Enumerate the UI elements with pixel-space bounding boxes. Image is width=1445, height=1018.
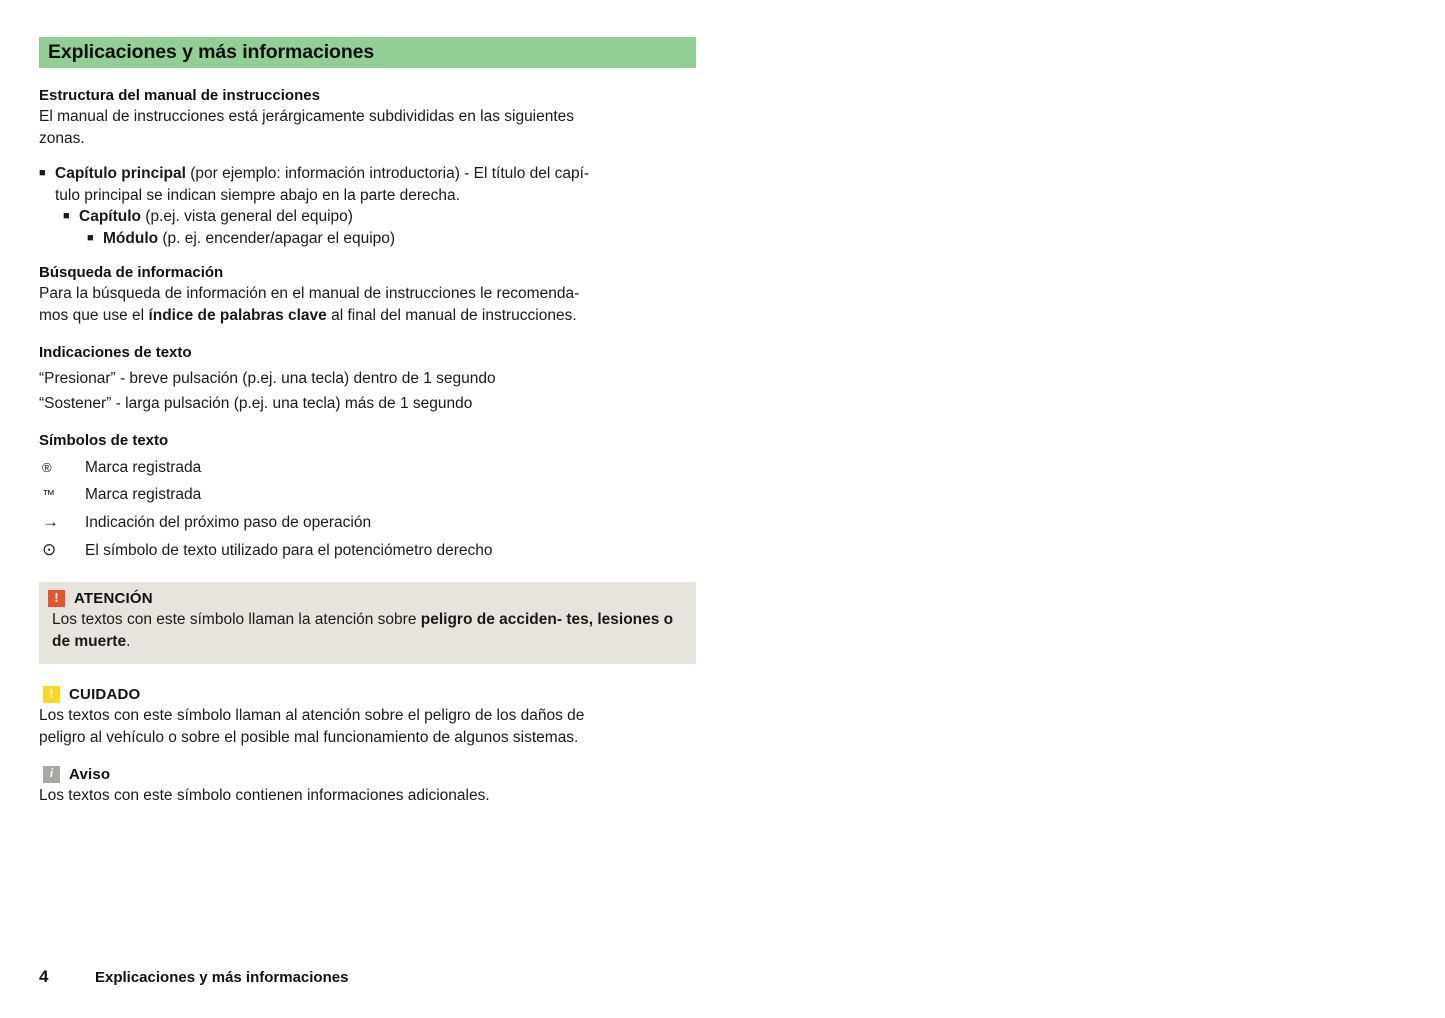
notice-atencion-body <box>48 609 686 652</box>
list-item <box>87 228 696 250</box>
square-bullet-icon: ■ <box>39 167 46 179</box>
footer-page-number: 4 <box>39 967 49 986</box>
footer-chapter-title: Explicaciones y más informaciones <box>95 969 349 986</box>
symbol-row-registered <box>39 454 696 481</box>
notice-atencion-body-bold: peligro de acciden- tes, lesiones o de muerte <box>52 611 674 650</box>
bullet-term: Capítulo <box>79 208 141 225</box>
notice-atencion-label: ATENCIÓN <box>74 590 153 607</box>
notice-aviso <box>39 766 696 807</box>
trademark-icon: ™ <box>42 487 55 502</box>
bullet-text: (p. ej. encender/apagar el equipo) <box>158 229 396 247</box>
circled-dot-icon: ⊙ <box>42 540 57 559</box>
busqueda-line-1: Para la búsqueda de información en el manual de instrucciones le recomenda- <box>39 285 580 302</box>
section-estructura <box>39 86 696 149</box>
bullet-continuation: tulo principal se indican siempre abajo en la parte derecha. <box>55 186 460 204</box>
symbol-description: Marca registrada <box>85 459 202 476</box>
notice-cuidado-label: CUIDADO <box>69 686 141 703</box>
symbol-row-trademark <box>39 481 696 508</box>
symbol-list <box>39 454 696 564</box>
notice-cuidado-line-2: peligro al vehículo o sobre el posible mal funcionamiento de algunos sistemas. <box>39 728 579 746</box>
estructura-paragraph-line-1: El manual de instrucciones está jerárgicamente subdivididas en las siguientes <box>39 108 575 125</box>
section-heading-indicaciones: Indicaciones de texto <box>39 344 192 361</box>
section-indicaciones <box>39 343 696 416</box>
notice-aviso-body: Los textos con este símbolo contienen informaciones adicionales. <box>39 787 490 804</box>
notice-cuidado <box>39 686 696 748</box>
busqueda-line-2-pre: mos que use el <box>39 306 149 324</box>
list-item <box>39 163 696 206</box>
registered-trademark-icon: ® <box>42 460 52 475</box>
page-footer <box>39 967 348 987</box>
list-item <box>63 206 696 228</box>
notice-aviso-label: Aviso <box>69 766 111 783</box>
busqueda-keyword-index: índice de palabras clave <box>148 306 327 324</box>
page-title: Explicaciones y más informaciones <box>48 41 375 63</box>
section-heading-simbolos: Símbolos de texto <box>39 432 169 449</box>
warning-exclamation-icon: ! <box>48 590 65 607</box>
bullet-text: (p.ej. vista general del equipo) <box>141 208 353 225</box>
estructura-bullet-list <box>39 163 696 249</box>
page-content <box>39 37 696 807</box>
bullet-term: Módulo <box>103 229 159 247</box>
symbol-description: Indicación del próximo paso de operación <box>85 514 372 531</box>
bullet-text: (por ejemplo: información introductoria) - El título del capí- <box>185 165 590 182</box>
section-heading-busqueda: Búsqueda de información <box>39 264 224 281</box>
arrow-right-icon: → <box>42 512 59 531</box>
page-header-banner <box>39 37 696 68</box>
section-busqueda <box>39 263 696 326</box>
symbol-row-potentiometer <box>39 536 696 564</box>
busqueda-line-2-post: al final del manual de instrucciones. <box>326 306 577 324</box>
busqueda-line-2 <box>39 305 696 327</box>
notice-aviso-header <box>43 766 696 783</box>
symbol-row-arrow <box>39 508 696 536</box>
notice-atencion <box>39 582 696 664</box>
notice-atencion-body-pre: Los textos con este símbolo llaman la atención sobre <box>52 611 421 628</box>
square-bullet-icon: ■ <box>87 231 94 244</box>
indicacion-line-presionar: “Presionar” - breve pulsación (p.ej. una tecla) dentro de 1 segundo <box>39 370 496 387</box>
caution-exclamation-icon: ! <box>43 686 60 703</box>
notice-atencion-body-post: . <box>126 632 131 650</box>
section-heading-estructura: Estructura del manual de instrucciones <box>39 87 320 104</box>
bullet-term: Capítulo principal <box>55 165 186 182</box>
notice-atencion-header <box>48 590 686 607</box>
square-bullet-icon: ■ <box>63 210 70 222</box>
symbol-description: El símbolo de texto utilizado para el potenciómetro derecho <box>85 542 493 559</box>
info-icon: i <box>43 766 60 783</box>
estructura-paragraph-line-2: zonas. <box>39 129 85 147</box>
symbol-description: Marca registrada <box>85 486 202 503</box>
notice-cuidado-line-1: Los textos con este símbolo llaman al atención sobre el peligro de los daños de <box>39 707 585 724</box>
notice-cuidado-header <box>43 686 696 703</box>
indicacion-line-sostener: “Sostener” - larga pulsación (p.ej. una tecla) más de 1 segundo <box>39 395 473 412</box>
section-simbolos <box>39 431 696 564</box>
